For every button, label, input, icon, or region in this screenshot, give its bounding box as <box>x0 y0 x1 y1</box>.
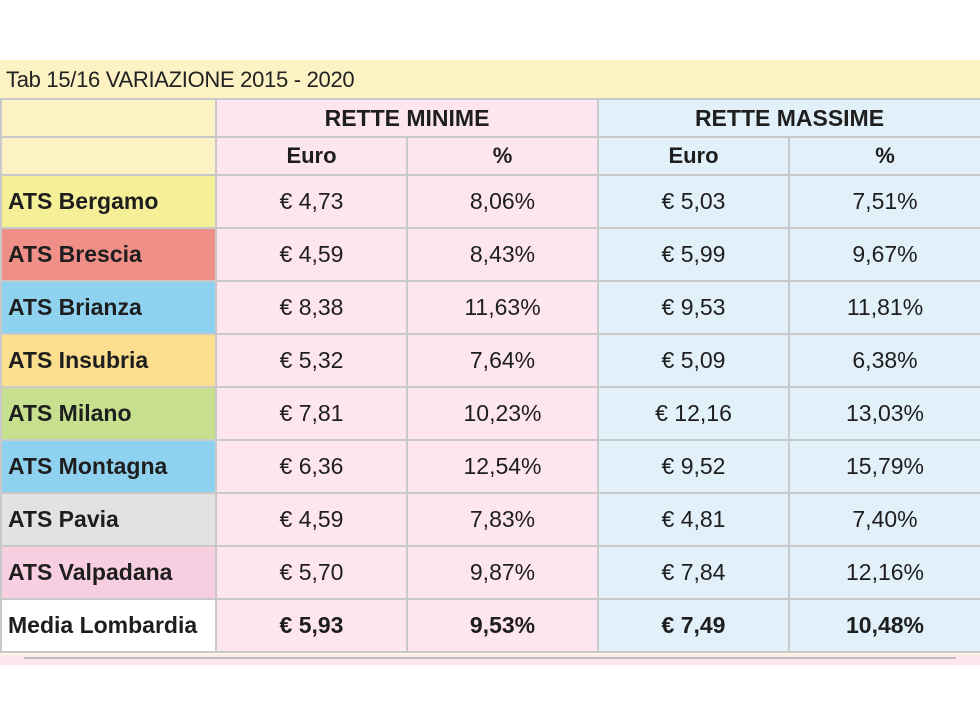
sub-header-row <box>1 137 980 175</box>
min-euro-cell: € 6,36 <box>216 440 407 493</box>
min-pct-cell: 9,53% <box>407 599 598 652</box>
max-euro-cell: € 9,53 <box>598 281 789 334</box>
table-row <box>1 387 980 440</box>
min-euro-cell: € 5,70 <box>216 546 407 599</box>
min-euro-cell: € 7,81 <box>216 387 407 440</box>
min-pct-cell: 12,54% <box>407 440 598 493</box>
max-pct-cell: 15,79% <box>789 440 980 493</box>
row-label: ATS Brescia <box>1 228 216 281</box>
max-pct-cell: 9,67% <box>789 228 980 281</box>
min-pct-cell: 7,83% <box>407 493 598 546</box>
row-label: ATS Bergamo <box>1 175 216 228</box>
min-pct-cell: 7,64% <box>407 334 598 387</box>
table-row <box>1 546 980 599</box>
row-label: ATS Insubria <box>1 334 216 387</box>
max-pct-cell: 11,81% <box>789 281 980 334</box>
min-euro-cell: € 4,59 <box>216 228 407 281</box>
table-row <box>1 334 980 387</box>
max-euro-cell: € 5,99 <box>598 228 789 281</box>
row-label: ATS Brianza <box>1 281 216 334</box>
min-pct-header: % <box>407 137 598 175</box>
group-header-row <box>1 99 980 137</box>
rette-minime-header: RETTE MINIME <box>216 99 598 137</box>
table-row <box>1 493 980 546</box>
max-euro-cell: € 5,09 <box>598 334 789 387</box>
max-euro-cell: € 9,52 <box>598 440 789 493</box>
row-label: ATS Valpadana <box>1 546 216 599</box>
total-row <box>1 599 980 652</box>
header-corner-cell <box>1 99 216 137</box>
bottom-divider <box>24 657 956 659</box>
rette-table <box>0 98 980 653</box>
max-euro-header: Euro <box>598 137 789 175</box>
max-euro-cell: € 5,03 <box>598 175 789 228</box>
table-title: Tab 15/16 VARIAZIONE 2015 - 2020 <box>0 60 980 98</box>
min-euro-header: Euro <box>216 137 407 175</box>
table-row <box>1 175 980 228</box>
min-euro-cell: € 8,38 <box>216 281 407 334</box>
min-euro-cell: € 5,93 <box>216 599 407 652</box>
row-label: ATS Montagna <box>1 440 216 493</box>
max-pct-cell: 7,40% <box>789 493 980 546</box>
row-label: ATS Pavia <box>1 493 216 546</box>
max-pct-cell: 12,16% <box>789 546 980 599</box>
max-pct-header: % <box>789 137 980 175</box>
max-euro-cell: € 4,81 <box>598 493 789 546</box>
min-pct-cell: 11,63% <box>407 281 598 334</box>
min-pct-cell: 9,87% <box>407 546 598 599</box>
min-pct-cell: 8,43% <box>407 228 598 281</box>
row-label: Media Lombardia <box>1 599 216 652</box>
row-label: ATS Milano <box>1 387 216 440</box>
min-pct-cell: 10,23% <box>407 387 598 440</box>
min-euro-cell: € 4,59 <box>216 493 407 546</box>
rette-massime-header: RETTE MASSIME <box>598 99 980 137</box>
table-row <box>1 440 980 493</box>
min-euro-cell: € 4,73 <box>216 175 407 228</box>
table-row <box>1 228 980 281</box>
max-pct-cell: 6,38% <box>789 334 980 387</box>
table-panel <box>0 60 980 665</box>
max-euro-cell: € 7,49 <box>598 599 789 652</box>
max-euro-cell: € 12,16 <box>598 387 789 440</box>
min-pct-cell: 8,06% <box>407 175 598 228</box>
max-pct-cell: 13,03% <box>789 387 980 440</box>
table-row <box>1 281 980 334</box>
max-pct-cell: 7,51% <box>789 175 980 228</box>
max-pct-cell: 10,48% <box>789 599 980 652</box>
max-euro-cell: € 7,84 <box>598 546 789 599</box>
header-corner-cell <box>1 137 216 175</box>
min-euro-cell: € 5,32 <box>216 334 407 387</box>
